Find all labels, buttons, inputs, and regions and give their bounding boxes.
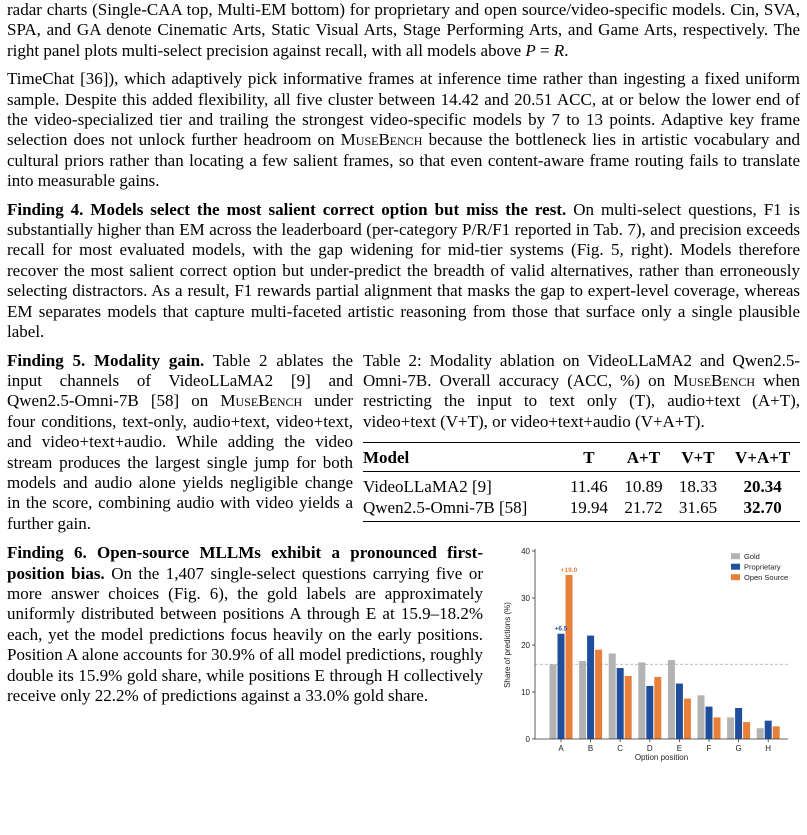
bar-proprietary-G <box>735 708 742 739</box>
y-tick-label: 10 <box>521 687 530 697</box>
bar-open-source-G <box>743 722 750 739</box>
accuracy-cell: 31.65 <box>678 498 718 518</box>
x-tick-label: A <box>558 744 564 754</box>
x-tick-label: E <box>676 744 683 754</box>
bar-gold-F <box>698 695 705 739</box>
y-axis-label: Share of predictions (%) <box>503 602 512 689</box>
y-tick-label: 20 <box>521 640 530 650</box>
modality-ablation-table <box>363 442 800 522</box>
legend-label-gold: Gold <box>744 552 760 562</box>
benchmark-name: MuseBench <box>340 130 423 150</box>
finding-5-paragraph <box>7 351 353 535</box>
x-tick-label: C <box>617 744 624 754</box>
table-header-cell: V+A+T <box>735 448 791 468</box>
text-run: Table 2 ablates the input channels of VideoLLaMA2 [9] and Qwen2.5-Omni-7B [58] on <box>7 350 354 411</box>
finding-4-paragraph <box>7 200 800 343</box>
finding-6-column <box>7 543 483 706</box>
bar-open-source-C <box>625 676 632 739</box>
text-run: because the bottleneck lies in artistic vocabulary and cultural priors rather than locating a few salient frames, so that even content-aware frame routing fails to translate into measurable gains. <box>7 130 800 191</box>
x-tick-label: B <box>587 744 594 754</box>
legend-swatch-open-source <box>731 574 740 580</box>
bar-gold-E <box>668 660 675 739</box>
bar-gold-H <box>757 728 764 739</box>
text-run: Table 2: Modality ablation on VideoLLaMA2 and Qwen2.5-Omni-7B. Overall accuracy (ACC, %) on <box>363 350 800 390</box>
table-header-row <box>363 443 800 472</box>
accuracy-cell: 32.70 <box>743 498 782 518</box>
benchmark-name: MuseBench <box>220 391 303 411</box>
bar-gold-C <box>609 654 616 740</box>
x-axis-label: Option position <box>634 753 689 763</box>
table-2-caption <box>363 351 800 433</box>
accuracy-cell: 20.34 <box>743 477 782 497</box>
text-run: when restricting the input to text only (T), audio+text (A+T), video+text (V+T), or video+text+audio (V+A+T). <box>363 370 800 431</box>
bar-open-source-F <box>714 718 721 740</box>
finding-5-section <box>7 351 800 535</box>
bar-proprietary-C <box>617 668 624 739</box>
text-run: On the 1,407 single-select questions carrying five or more answer choices (Fig. 6), the gold labels are approximately uniformly distributed between positions A through E at 15.9–18.2% each, yet the model predictions focus heavily on the early positions. Position A alone accounts for 30.9% of all model predictions, roughly double its 15.9% gold share, while positions E through H collectively receive only 22.2% of predictions against a 33.0% gold share. <box>7 563 483 705</box>
text-run: . <box>564 40 569 60</box>
legend-label-proprietary: Proprietary <box>744 562 781 572</box>
legend-swatch-gold <box>731 553 740 559</box>
accuracy-cell: 21.72 <box>624 498 663 518</box>
bar-proprietary-B <box>587 636 594 739</box>
x-tick-label: G <box>735 744 742 754</box>
bar-open-source-D <box>654 677 661 739</box>
model-name-cell: VideoLLaMA2 [9] <box>363 477 492 497</box>
accuracy-cell: 10.89 <box>624 477 663 497</box>
paper-page <box>7 0 800 762</box>
y-tick-label: 0 <box>525 734 530 744</box>
table-header-cell: A+T <box>626 448 661 468</box>
model-name-cell: Qwen2.5-Omni-7B [58] <box>363 498 528 518</box>
bar-proprietary-E <box>676 684 683 739</box>
accuracy-cell: 11.46 <box>570 477 608 497</box>
bold-lead-in: Finding 6. Open-source MLLMs exhibit a pronounced first-position bias. <box>7 543 483 583</box>
bar-proprietary-H <box>765 721 772 739</box>
table-header-cell: V+T <box>681 448 715 468</box>
math-variable: R <box>553 40 565 60</box>
bar-gold-A <box>550 664 557 739</box>
x-tick-label: D <box>646 744 653 754</box>
benchmark-name: MuseBench <box>673 370 756 390</box>
bar-annotation: +6.5 <box>554 625 568 633</box>
text-run: On multi-select questions, F1 is substantially higher than EM across the leaderboard (per-category P/R/F1 reported in Tab. 7), and precision exceeds recall for most evaluated models, with the gap widening for mid-tier systems (Fig. 5, right). Models therefore recover the most salient correct option but under-predict the breadth of valid alternatives, rather than erroneously selecting distractors. As a result, F1 rewards partial alignment that masks the gap to expert-level coverage, whereas EM separates models that capture multi-faceted artistic reasoning from those that surface only a single plausible label. <box>7 199 800 342</box>
x-tick-label: F <box>706 744 712 754</box>
text-run: = <box>535 40 554 60</box>
finding-6-section <box>7 543 800 762</box>
bar-annotation: +19.0 <box>560 567 578 575</box>
table-row <box>363 472 800 498</box>
text-run: TimeChat [36]), which adaptively pick informative frames at inference time rather than ingesting a fixed uniform sample. Despite this added flexibility, all five cluster between 14.42 and 20.51 ACC, at or below the lower end of the video-specialized tier and trailing the strongest video-specific models by 7 to 13 points. Adaptive key frame selection does not unlock further headroom on <box>7 69 800 150</box>
bar-proprietary-F <box>706 707 713 739</box>
finding-5-column <box>7 351 353 535</box>
table-2-column <box>363 351 800 523</box>
legend-swatch-proprietary <box>731 564 740 570</box>
table-row <box>363 497 800 522</box>
paragraph-timechat <box>7 69 800 191</box>
bar-proprietary-A <box>558 634 565 739</box>
legend-label-open-source: Open Source <box>744 573 789 583</box>
finding-6-paragraph <box>7 543 483 706</box>
bold-lead-in: Finding 5. Modality gain. <box>7 350 205 370</box>
bar-proprietary-D <box>646 686 653 739</box>
y-tick-label: 30 <box>521 593 530 603</box>
option-position-bar-chart <box>488 543 800 762</box>
figure-caption-fragment <box>7 0 800 61</box>
bar-open-source-B <box>595 650 602 739</box>
bar-open-source-A <box>566 575 573 739</box>
bar-gold-G <box>727 718 734 740</box>
table-header-cell: Model <box>363 448 410 468</box>
bar-open-source-E <box>684 699 691 739</box>
table-body <box>363 472 800 522</box>
bar-open-source-H <box>773 726 780 739</box>
x-tick-label: H <box>765 744 772 754</box>
accuracy-cell: 18.33 <box>678 477 718 497</box>
accuracy-cell: 19.94 <box>569 498 608 518</box>
text-run: under four conditions, text-only, audio+text, video+text, and video+text+audio. While adding the video stream produces the largest single jump for both models and audio alone yields negligible change in the score, combining audio with video yields a further gain. <box>7 391 353 533</box>
bar-gold-D <box>638 663 645 740</box>
table-header-cell: T <box>583 448 595 468</box>
table-header <box>363 443 800 472</box>
y-tick-label: 40 <box>521 546 530 556</box>
bar-gold-B <box>579 661 586 739</box>
math-variable: P <box>525 40 536 60</box>
text-run: radar charts (Single-CAA top, Multi-EM bottom) for proprietary and open source/video-specific models. Cin, SVA, SPA, and GA denote Cinematic Arts, Static Visual Arts, Stage Performing Arts, and Game Arts, respectively. The right panel plots multi-select precision against recall, with all models above <box>7 0 800 60</box>
bold-lead-in: Finding 4. Models select the most salient correct option but miss the rest. <box>7 199 567 219</box>
